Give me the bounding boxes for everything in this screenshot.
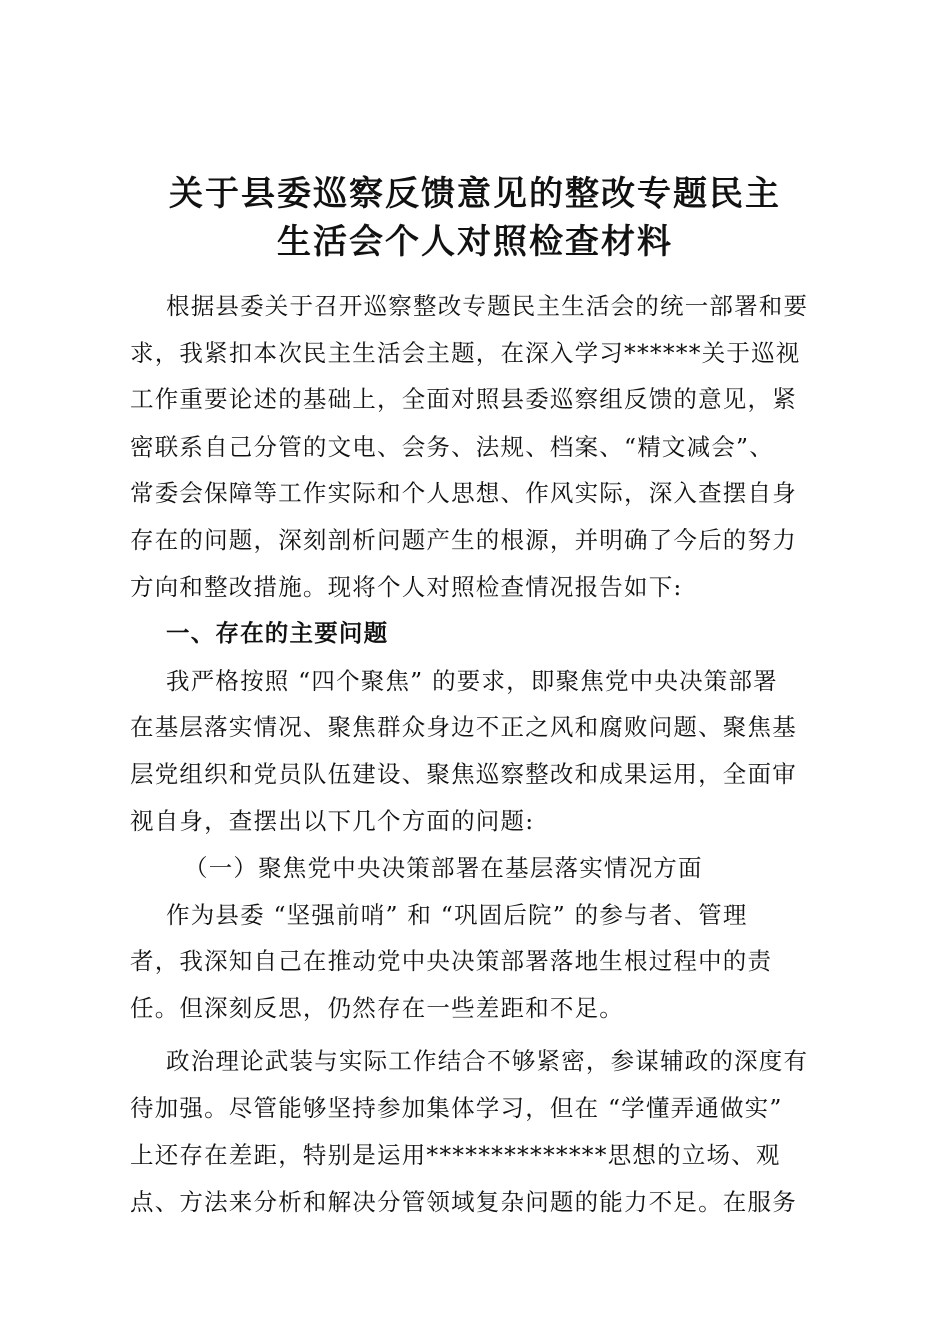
paragraph-2-line-1: 我严格按照 “四个聚焦” 的要求，即聚焦党中央决策部署	[166, 667, 778, 695]
paragraph-1-line-3: 工作重要论述的基础上，全面对照县委巡察组反馈的意见，紧	[130, 385, 797, 413]
paragraph-4-line-4: 点、方法来分析和解决分管领域复杂问题的能力不足。在服务	[130, 1188, 797, 1216]
paragraph-2-line-2: 在基层落实情况、聚焦群众身边不正之风和腐败问题、聚焦基	[130, 713, 797, 741]
document-title-line-1: 关于县委巡察反馈意见的整改专题民主	[169, 174, 781, 214]
paragraph-2-line-4: 视自身，查摆出以下几个方面的问题:	[130, 807, 535, 835]
paragraph-3-line-1: 作为县委 “坚强前哨” 和 “巩固后院” 的参与者、管理	[166, 901, 748, 929]
paragraph-1-line-6: 存在的问题，深刻剖析问题产生的根源，并明确了今后的努力	[130, 526, 797, 554]
paragraph-3-line-2: 者，我深知自己在推动党中央决策部署落地生根过程中的责	[130, 947, 773, 975]
section-1-heading: 一、存在的主要问题	[166, 619, 389, 647]
paragraph-4-line-3: 上还存在差距，特别是运用**************思想的立场、观	[130, 1141, 781, 1169]
subsection-1-heading: （一）聚焦党中央决策部署在基层落实情况方面	[184, 854, 703, 882]
paragraph-2-line-3: 层党组织和党员队伍建设、聚焦巡察整改和成果运用，全面审	[130, 760, 797, 788]
paragraph-1-line-1: 根据县委关于召开巡察整改专题民主生活会的统一部署和要	[166, 292, 809, 320]
paragraph-1-line-7: 方向和整改措施。现将个人对照检查情况报告如下:	[130, 573, 683, 601]
paragraph-3-line-3: 任。但深刻反思，仍然存在一些差距和不足。	[130, 994, 624, 1022]
document-title-line-2: 生活会个人对照检查材料	[277, 222, 673, 262]
paragraph-1-line-5: 常委会保障等工作实际和个人思想、作风实际，深入查摆自身	[130, 479, 797, 507]
paragraph-4-line-2: 待加强。尽管能够坚持参加集体学习，但在 “学懂弄通做实”	[130, 1094, 783, 1122]
paragraph-1-line-2: 求，我紧扣本次民主生活会主题，在深入学习******关于巡视	[130, 339, 801, 367]
paragraph-1-line-4: 密联系自己分管的文电、会务、法规、档案、“精文减会”、	[130, 433, 774, 461]
paragraph-4-line-1: 政治理论武装与实际工作结合不够紧密，参谋辅政的深度有	[166, 1047, 809, 1075]
